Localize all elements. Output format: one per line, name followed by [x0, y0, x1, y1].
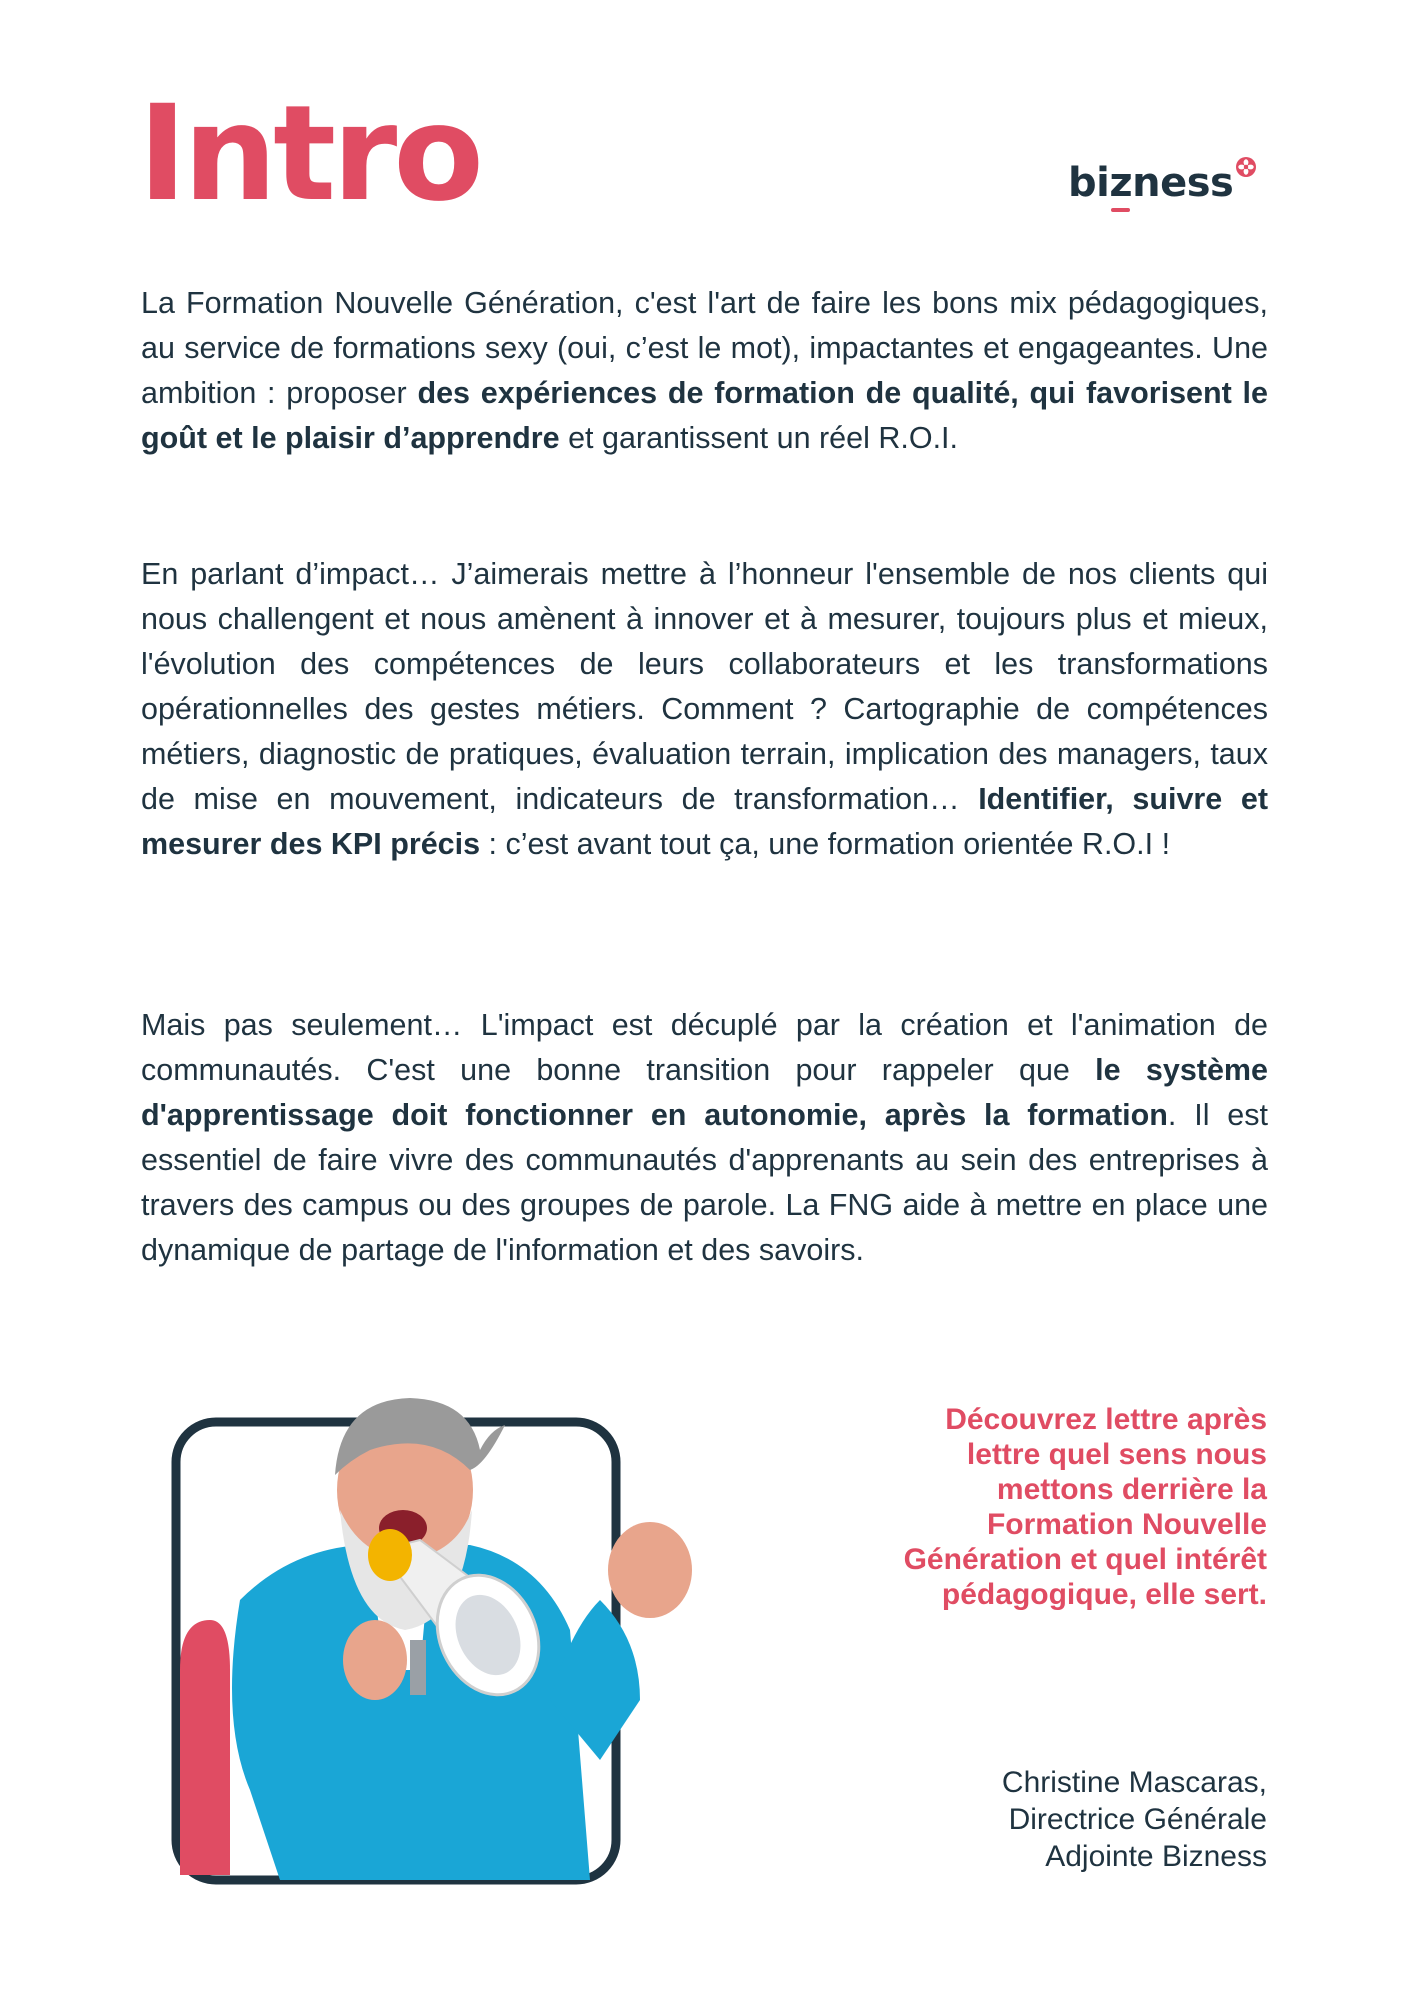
p2-bold: Identifier, suivre et mesurer des KPI précis [141, 782, 1268, 861]
signature-company: Adjointe Bizness [1045, 1840, 1267, 1873]
signature-name: Christine Mascaras, [1001, 1766, 1267, 1799]
p3-text-2: . Il est essentiel de faire vivre des communautés d'apprenants au sein des entreprises à travers des campus ou des groupes de parole. La FNG aide à mettre en place une dynamique de partage de l'information et des savoirs. [141, 1098, 1268, 1267]
bizness-logo [1068, 160, 1257, 206]
highlight-quote: Découvrez lettre après lettre quel sens nous mettons derrière la Formation Nouvelle Génération et quel intérêt pédagogique, elle sert. [903, 1403, 1267, 1611]
p1-text-2: et garantissent un réel R.O.I. [559, 421, 959, 455]
p2-text-1: En parlant d’impact… J’aimerais mettre à l’honneur l'ensemble de nos clients qui nous challengent et nous amènent à innover et à mesurer, toujours plus et mieux, l'évolution des compétences de leurs collaborateurs et les transformations opérationnelles des gestes métiers. Comment ? Cartographie de compétences métiers, diagnostic de pratiques, évaluation terrain, implication des managers, taux de mise en mouvement, indicateurs de transformation… [141, 557, 1268, 816]
red-accent-shape [180, 1620, 230, 1875]
hand [343, 1620, 407, 1700]
page-title: Intro [138, 77, 480, 231]
p3-bold: le système d'apprentissage doit fonctionner en autonomie, après la formation [141, 1053, 1268, 1132]
flower-icon [1235, 156, 1257, 178]
logo-text-z: z [1109, 160, 1133, 206]
p3-text-1: Mais pas seulement… L'impact est décuplé par la création et l'animation de communautés. C'est une bonne transition pour rappeler que [141, 1008, 1268, 1087]
illustration-svg [170, 1370, 770, 1890]
intro-paragraph-1 [141, 281, 1268, 461]
signature [880, 1764, 1267, 1875]
raised-fist [608, 1522, 692, 1618]
p2-text-2: : c’est avant tout ça, une formation orientée R.O.I ! [480, 827, 1171, 861]
logo-text-start: bi [1068, 160, 1110, 206]
logo-text-end: ness [1132, 160, 1234, 206]
p1-bold: des expériences de formation de qualité, qui favorisent le goût et le plaisir d’apprendre [141, 376, 1268, 455]
intro-paragraph-3 [141, 1003, 1268, 1273]
intro-paragraph-2 [141, 552, 1268, 867]
signature-role: Directrice Générale [1008, 1803, 1267, 1836]
man-with-megaphone-illustration [170, 1370, 770, 1890]
p1-text-1: La Formation Nouvelle Génération, c'est l'art de faire les bons mix pédagogiques, au service de formations sexy (oui, c’est le mot), impactantes et engageantes. Une ambition : proposer [141, 286, 1268, 410]
